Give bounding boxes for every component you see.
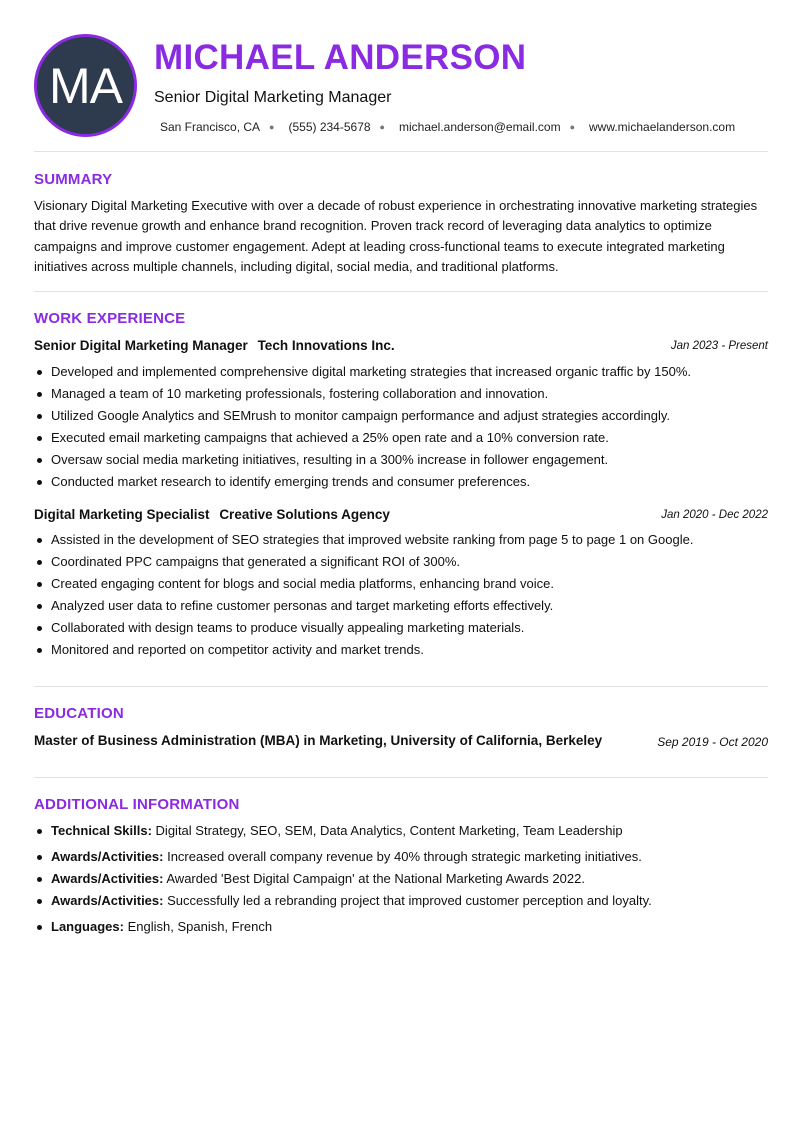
education-dates: Sep 2019 - Oct 2020 (657, 735, 768, 749)
candidate-name: MICHAEL ANDERSON (154, 38, 527, 77)
list-item: Managed a team of 10 marketing professionals, fostering collaboration and innovation. (34, 383, 768, 405)
list-item: Executed email marketing campaigns that achieved a 25% open rate and a 10% conversion rate. (34, 427, 768, 449)
contact-location: San Francisco, CA (160, 120, 261, 134)
list-item: Coordinated PPC campaigns that generated a significant ROI of 300%. (34, 551, 768, 573)
contact-line (160, 120, 735, 135)
list-item: Assisted in the development of SEO strategies that improved website ranking from page 5 to page 1 on Google. (34, 529, 768, 551)
resume-header (34, 34, 768, 138)
contact-email[interactable]: michael.anderson@email.com (398, 120, 561, 134)
list-item: Monitored and reported on competitor activity and market trends. (34, 639, 768, 661)
job-header (34, 338, 768, 356)
info-value: English, Spanish, French (127, 919, 273, 934)
list-item (34, 892, 652, 910)
list-item: Oversaw social media marketing initiatives, resulting in a 300% increase in follower engagement. (34, 449, 768, 471)
job-dates: Jan 2023 - Present (670, 340, 768, 352)
info-value: Awarded 'Best Digital Campaign' at the National Marketing Awards 2022. (166, 871, 585, 886)
info-label: Technical Skills: (51, 823, 152, 838)
divider (34, 777, 768, 778)
info-label: Awards/Activities: (51, 871, 164, 886)
list-item (34, 822, 623, 840)
summary-text: Visionary Digital Marketing Executive with over a decade of robust experience in orchestrating innovative marketing strategies that drive revenue growth and enhance brand recognition. Proven track record of leveraging data analytics to optimize campaigns and improve customer engagement. Adept at leading cross-functional teams to execute integrated marketing initiatives across multiple channels, including digital, social media, and traditional platforms. (34, 198, 758, 274)
info-value: Digital Strategy, SEO, SEM, Data Analytics, Content Marketing, Team Leadership (155, 823, 623, 838)
education-entry (34, 733, 768, 751)
list-item: Developed and implemented comprehensive digital marketing strategies that increased organic traffic by 150%. (34, 361, 768, 383)
list-item (34, 848, 642, 866)
experience-heading: WORK EXPERIENCE (34, 310, 186, 327)
education-degree: Master of Business Administration (MBA) in Marketing, University of California, Berkeley (34, 733, 603, 748)
list-item: Analyzed user data to refine customer personas and target marketing efforts effectively. (34, 595, 768, 617)
job-company: Creative Solutions Agency (219, 507, 390, 522)
job-role: Digital Marketing Specialist (34, 507, 210, 522)
list-item: Conducted market research to identify emerging trends and consumer preferences. (34, 471, 768, 493)
additional-heading: ADDITIONAL INFORMATION (34, 796, 240, 813)
list-item: Collaborated with design teams to produce visually appealing marketing materials. (34, 617, 768, 639)
divider (34, 291, 768, 292)
info-value: Increased overall company revenue by 40% through strategic marketing initiatives. (167, 849, 642, 864)
bullet-separator-icon: ● (379, 122, 385, 132)
bullet-separator-icon: ● (269, 122, 275, 132)
job-bullet-list (34, 361, 768, 493)
divider (34, 151, 768, 152)
info-label: Awards/Activities: (51, 849, 164, 864)
summary-heading: SUMMARY (34, 171, 113, 188)
divider (34, 686, 768, 687)
job-header (34, 507, 768, 525)
info-value: Successfully led a rebranding project that improved customer perception and loyalty. (167, 893, 652, 908)
info-label: Awards/Activities: (51, 893, 164, 908)
education-heading: EDUCATION (34, 705, 124, 722)
avatar (34, 34, 137, 137)
list-item (34, 870, 585, 888)
list-item (34, 918, 272, 936)
contact-phone[interactable]: (555) 234-5678 (288, 120, 371, 134)
candidate-title: Senior Digital Marketing Manager (154, 89, 392, 106)
list-item: Created engaging content for blogs and social media platforms, enhancing brand voice. (34, 573, 768, 595)
job-role: Senior Digital Marketing Manager (34, 338, 248, 353)
job-company: Tech Innovations Inc. (257, 338, 395, 353)
info-label: Languages: (51, 919, 124, 934)
job-bullet-list (34, 529, 768, 661)
bullet-separator-icon: ● (569, 122, 576, 132)
contact-website[interactable]: www.michaelanderson.com (589, 120, 736, 134)
job-dates: Jan 2020 - Dec 2022 (661, 509, 768, 521)
avatar-initials: MA (49, 57, 122, 114)
list-item: Utilized Google Analytics and SEMrush to monitor campaign performance and adjust strategies accordingly. (34, 405, 768, 427)
